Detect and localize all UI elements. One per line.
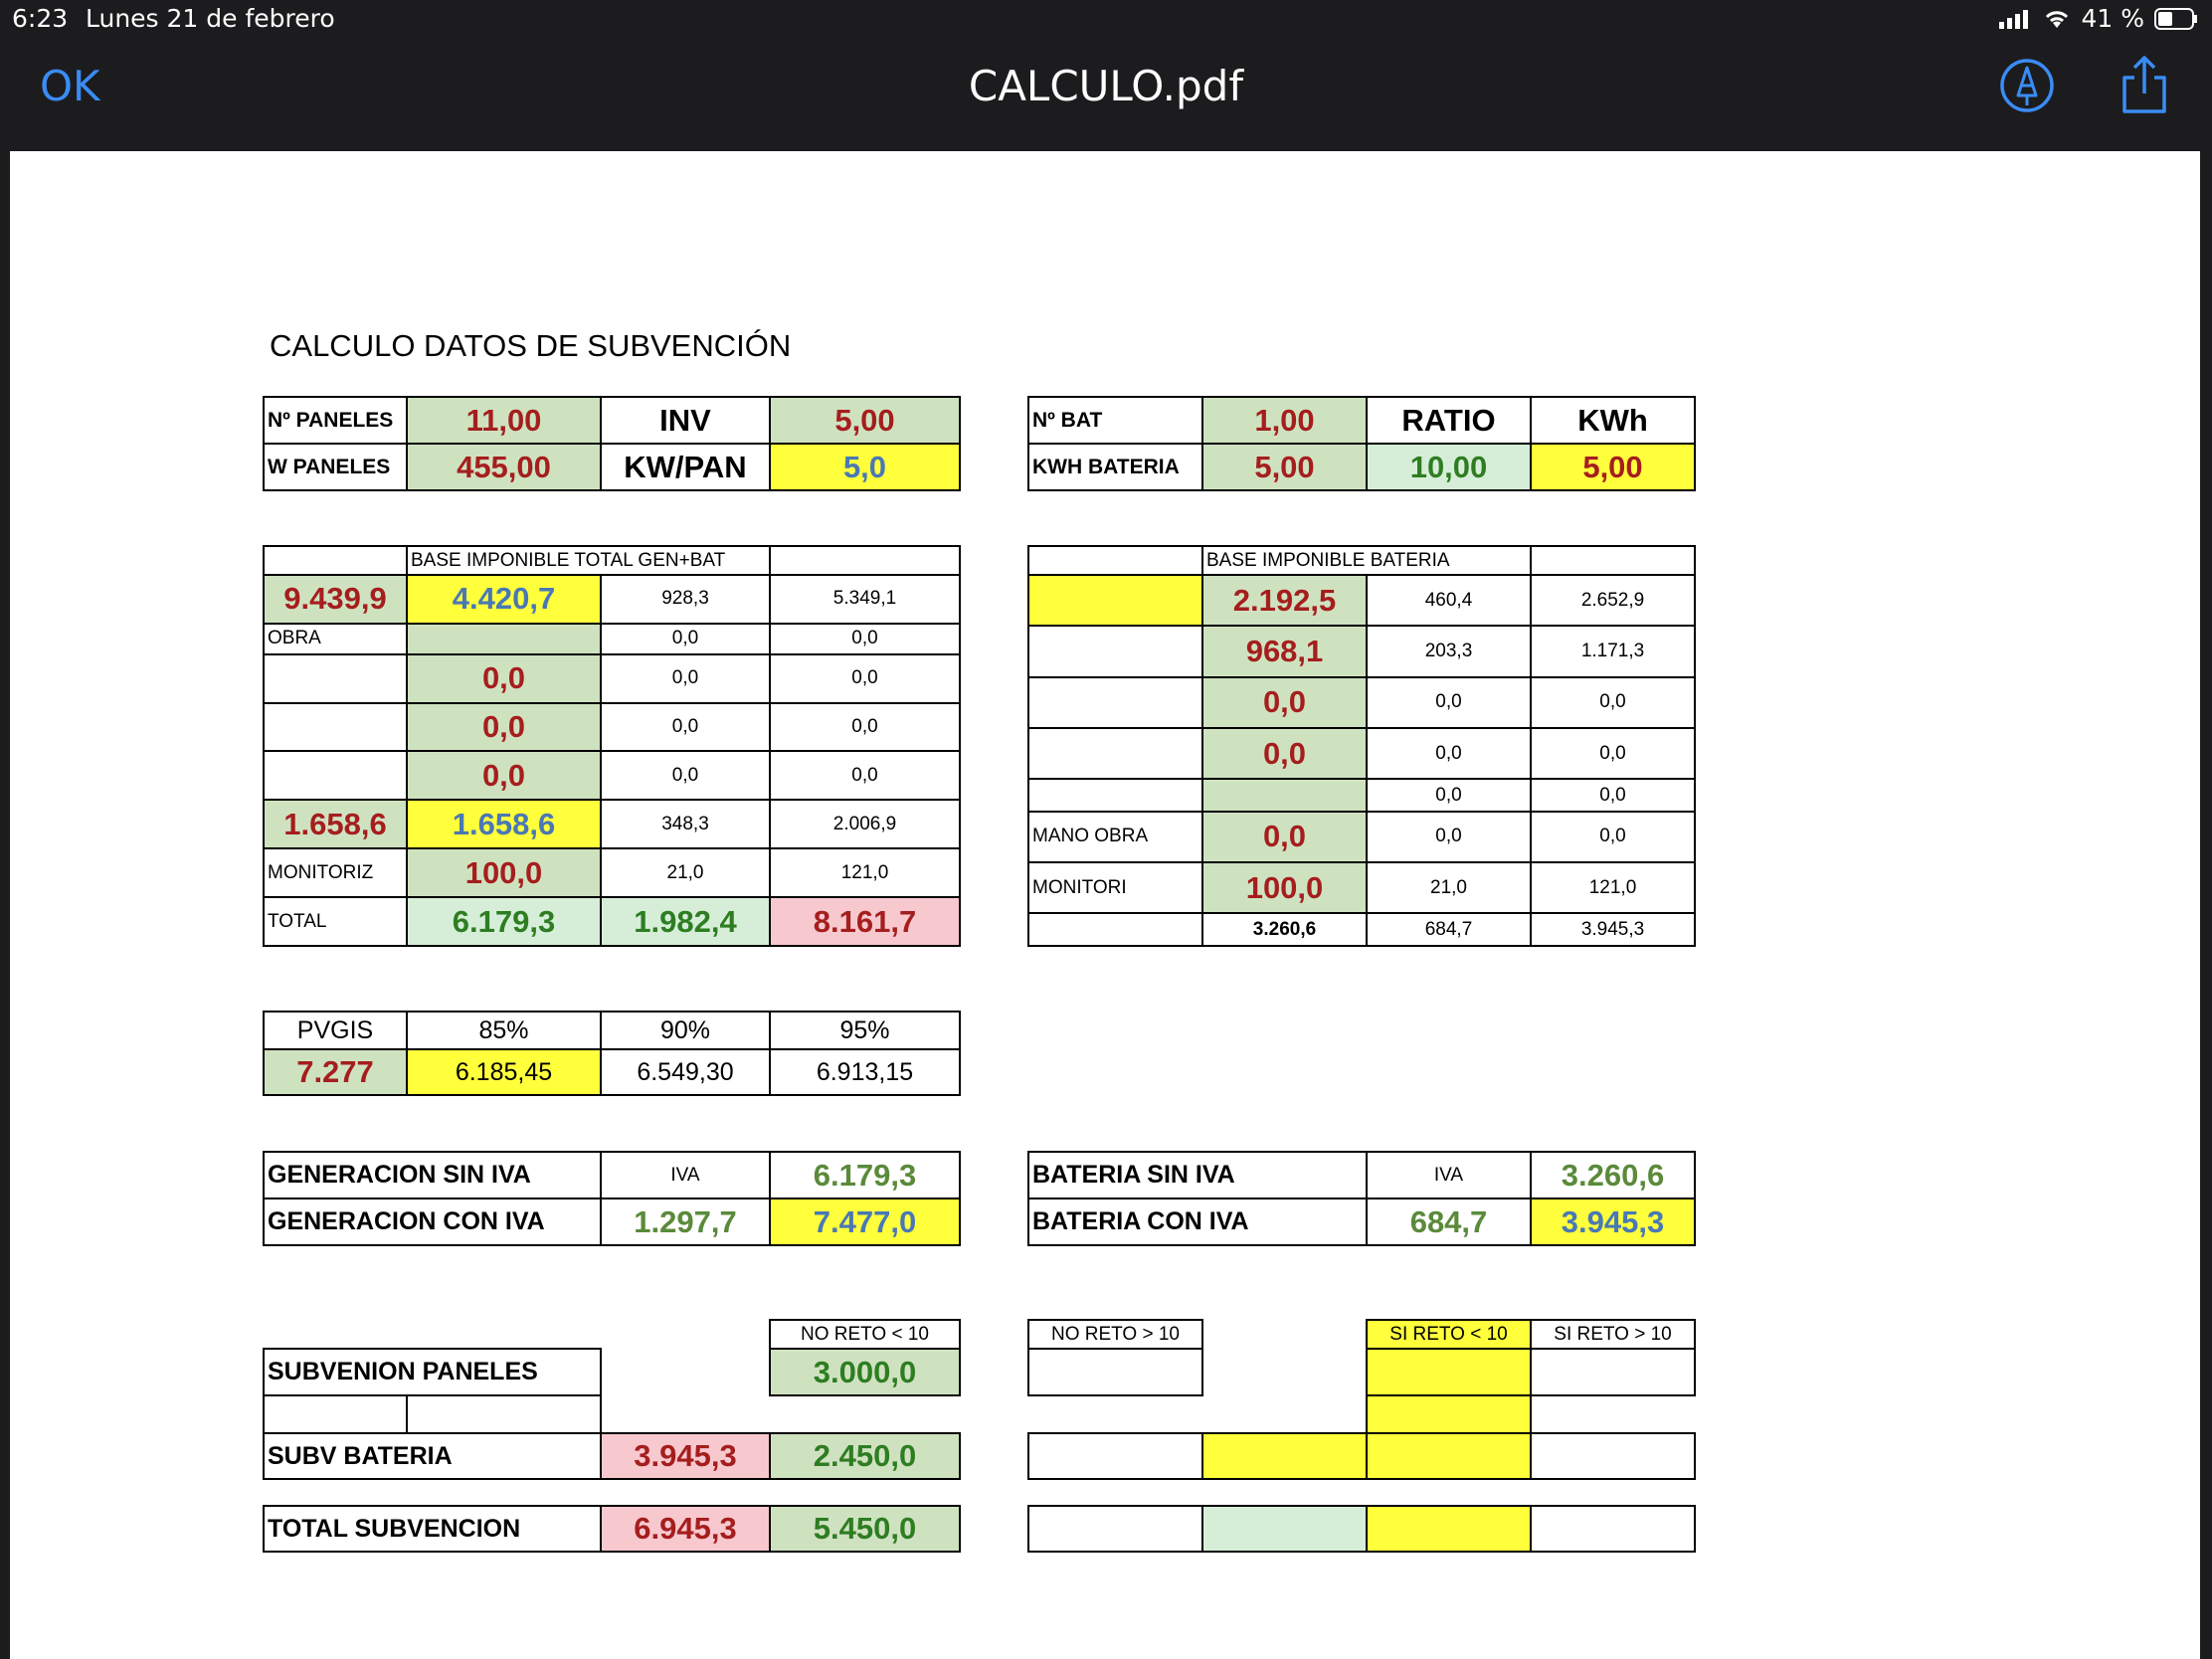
cell: 0,0	[1531, 779, 1695, 811]
cell: 1.658,6	[264, 800, 407, 848]
label-bateria-sin-iva: BATERIA SIN IVA	[1028, 1152, 1367, 1198]
cell	[407, 624, 601, 654]
value-total-subvencion-b: 5.450,0	[770, 1506, 960, 1552]
cell	[1028, 677, 1202, 728]
pvgis-table	[263, 1011, 961, 1096]
cell	[1202, 779, 1367, 811]
bateria-iva-table	[1027, 1151, 1696, 1246]
label-generacion-sin-iva: GENERACION SIN IVA	[264, 1152, 601, 1198]
status-right	[1999, 4, 2198, 33]
cell	[1028, 575, 1202, 626]
share-icon[interactable]	[2113, 54, 2176, 117]
label-kwh-bateria: KWH BATERIA	[1028, 444, 1202, 490]
cell: 0,0	[1202, 812, 1367, 862]
cell: 4.420,7	[407, 575, 601, 624]
cell: MANO OBRA	[1028, 812, 1202, 862]
cell: 0,0	[601, 703, 770, 752]
reto-total-table	[1027, 1505, 1696, 1553]
value-n-bat: 1,00	[1202, 397, 1367, 444]
cell: 0,0	[601, 624, 770, 654]
cell	[1028, 913, 1202, 946]
cell: 121,0	[770, 848, 960, 897]
label-inv: INV	[601, 397, 770, 444]
cell: 3.945,3	[1531, 913, 1695, 946]
cell: 121,0	[1531, 862, 1695, 913]
label-generacion-con-iva: GENERACION CON IVA	[264, 1198, 601, 1245]
cell	[1028, 779, 1202, 811]
label-kwh: KWh	[1531, 397, 1695, 444]
cell: 1.982,4	[601, 897, 770, 946]
doc-heading: CALCULO DATOS DE SUBVENCIÓN	[270, 328, 792, 363]
value-subv-bateria-a: 3.945,3	[601, 1433, 770, 1479]
header-base-bateria: BASE IMPONIBLE BATERIA	[1202, 546, 1531, 575]
battery-icon	[2154, 8, 2198, 30]
cell: 0,0	[1531, 677, 1695, 728]
status-time: 6:23	[12, 4, 69, 33]
value-bateria-con-iva: 3.945,3	[1531, 1198, 1695, 1245]
value-kw-pan: 5,0	[770, 444, 960, 490]
pvgis-value: 6.185,45	[407, 1049, 601, 1095]
cell: 6.179,3	[407, 897, 601, 946]
pvgis-value: 6.913,15	[770, 1049, 960, 1095]
cell: 0,0	[1202, 677, 1367, 728]
value-inv: 5,00	[770, 397, 960, 444]
cell: 0,0	[407, 751, 601, 800]
cell: 5.349,1	[770, 575, 960, 624]
cell: 0,0	[770, 703, 960, 752]
label-kw-pan: KW/PAN	[601, 444, 770, 490]
value-n-paneles: 11,00	[407, 397, 601, 444]
ok-button[interactable]: OK	[40, 62, 100, 110]
cell	[264, 654, 407, 703]
cell: 0,0	[407, 654, 601, 703]
cell: 0,0	[770, 624, 960, 654]
value-subvenion-paneles: 3.000,0	[770, 1349, 960, 1395]
panels-table	[263, 396, 961, 491]
cell: OBRA	[264, 624, 407, 654]
cell: 0,0	[1367, 779, 1531, 811]
label-iva: IVA	[601, 1152, 770, 1198]
label-bateria-con-iva: BATERIA CON IVA	[1028, 1198, 1367, 1245]
value-iva-bateria: 684,7	[1367, 1198, 1531, 1245]
cell	[264, 751, 407, 800]
cell: 100,0	[407, 848, 601, 897]
cell: 21,0	[1367, 862, 1531, 913]
cell: 21,0	[601, 848, 770, 897]
value-kwh-bateria: 5,00	[1202, 444, 1367, 490]
cell: 0,0	[1531, 728, 1695, 779]
label-n-bat: Nº BAT	[1028, 397, 1202, 444]
cell: 0,0	[1531, 812, 1695, 862]
cell: 8.161,7	[770, 897, 960, 946]
cell: 0,0	[1367, 812, 1531, 862]
status-bar	[0, 0, 2212, 40]
cell: 0,0	[770, 654, 960, 703]
base-imponible-gen-bat-table	[263, 545, 961, 947]
cell: 348,3	[601, 800, 770, 848]
battery-percent: 41 %	[2081, 4, 2144, 33]
signal-icon	[1999, 9, 2033, 29]
cell: 2.652,9	[1531, 575, 1695, 626]
subvencion-table	[263, 1319, 961, 1480]
header-si-reto-gt-10: SI RETO > 10	[1531, 1320, 1695, 1349]
cell	[1028, 728, 1202, 779]
battery-table	[1027, 396, 1696, 491]
label-subv-bateria: SUBV BATERIA	[264, 1433, 601, 1479]
cell: 2.192,5	[1202, 575, 1367, 626]
pvgis-header: 85%	[407, 1012, 601, 1049]
total-subvencion-table	[263, 1505, 961, 1553]
label-w-paneles: W PANELES	[264, 444, 407, 490]
label-subvenion-paneles: SUBVENION PANELES	[264, 1349, 601, 1395]
cell: 1.658,6	[407, 800, 601, 848]
pvgis-value: 7.277	[264, 1049, 407, 1095]
value-iva-generacion: 1.297,7	[601, 1198, 770, 1245]
markup-pen-icon[interactable]	[1995, 54, 2059, 117]
header-si-reto-lt-10: SI RETO < 10	[1367, 1320, 1531, 1349]
cell: 2.006,9	[770, 800, 960, 848]
pvgis-header: PVGIS	[264, 1012, 407, 1049]
label-iva: IVA	[1367, 1152, 1531, 1198]
cell: MONITORI	[1028, 862, 1202, 913]
label-total-subvencion: TOTAL SUBVENCION	[264, 1506, 601, 1552]
cell: 100,0	[1202, 862, 1367, 913]
header-no-reto-gt-10: NO RETO > 10	[1028, 1320, 1202, 1349]
cell: 0,0	[770, 751, 960, 800]
cell: 1.171,3	[1531, 626, 1695, 676]
cell: 460,4	[1367, 575, 1531, 626]
cell: 3.260,6	[1202, 913, 1367, 946]
cell: 0,0	[601, 654, 770, 703]
cell: 0,0	[1367, 677, 1531, 728]
cell: 0,0	[601, 751, 770, 800]
cell	[1028, 626, 1202, 676]
value-subv-bateria-b: 2.450,0	[770, 1433, 960, 1479]
generacion-iva-table	[263, 1151, 961, 1246]
pvgis-value: 6.549,30	[601, 1049, 770, 1095]
header-no-reto-lt-10: NO RETO < 10	[770, 1320, 960, 1349]
cell	[264, 703, 407, 752]
navigation-bar	[0, 40, 2212, 139]
cell: 928,3	[601, 575, 770, 624]
base-imponible-bateria-table	[1027, 545, 1696, 947]
cell: 684,7	[1367, 913, 1531, 946]
value-ratio: 10,00	[1367, 444, 1531, 490]
cell: 0,0	[1367, 728, 1531, 779]
cell: 0,0	[407, 703, 601, 752]
document-title: CALCULO.pdf	[968, 62, 1244, 110]
status-date: Lunes 21 de febrero	[86, 4, 335, 33]
value-generacion-con-iva: 7.477,0	[770, 1198, 960, 1245]
pvgis-header: 90%	[601, 1012, 770, 1049]
cell: 968,1	[1202, 626, 1367, 676]
cell: 9.439,9	[264, 575, 407, 624]
cell: 0,0	[1202, 728, 1367, 779]
value-generacion-sin-iva: 6.179,3	[770, 1152, 960, 1198]
label-n-paneles: Nº PANELES	[264, 397, 407, 444]
value-w-paneles: 455,00	[407, 444, 601, 490]
cell: MONITORIZ	[264, 848, 407, 897]
value-total-subvencion-a: 6.945,3	[601, 1506, 770, 1552]
value-kwh: 5,00	[1531, 444, 1695, 490]
pvgis-header: 95%	[770, 1012, 960, 1049]
cell: 203,3	[1367, 626, 1531, 676]
wifi-icon	[2043, 8, 2071, 30]
label-ratio: RATIO	[1367, 397, 1531, 444]
cell: TOTAL	[264, 897, 407, 946]
header-base-gen-bat: BASE IMPONIBLE TOTAL GEN+BAT	[407, 546, 770, 575]
reto-table	[1027, 1319, 1696, 1480]
value-bateria-sin-iva: 3.260,6	[1531, 1152, 1695, 1198]
